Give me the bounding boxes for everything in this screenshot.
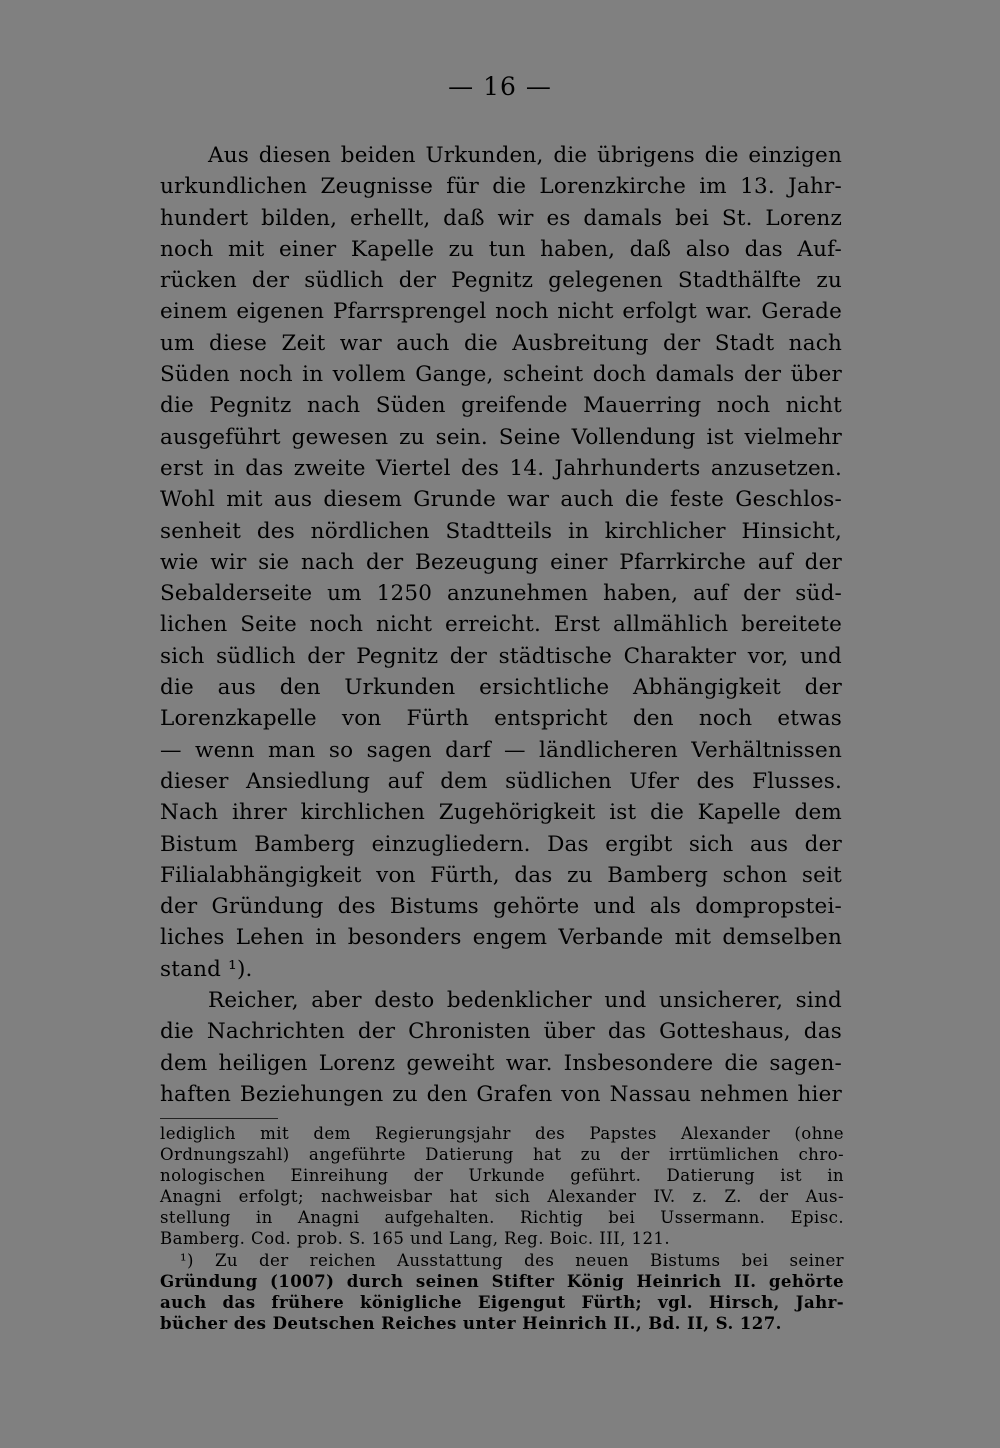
text-line: urkundlichen Zeugnisse für die Lorenzkirche im 13. Jahr- — [160, 174, 842, 200]
text-line: wie wir sie nach der Bezeugung einer Pfarrkirche auf der — [160, 549, 842, 575]
footnote-line: ¹) Zu der reichen Ausstattung des neuen Bistums bei seiner — [180, 1250, 844, 1270]
footnote-line: lediglich mit dem Regierungsjahr des Papstes Alexander (ohne — [160, 1124, 844, 1143]
text-line: senheit des nördlichen Stadtteils in kirchlicher Hinsicht, — [160, 518, 842, 544]
footnote-line: Ordnungszahl) angeführte Datierung hat zu der irrtümlichen chro- — [160, 1145, 844, 1165]
footnote-line: Bamberg. Cod. prob. S. 165 und Lang, Reg. Boic. III, 121. — [160, 1229, 671, 1249]
text-line: rücken der südlich der Pegnitz gelegenen Stadthälfte zu — [160, 268, 842, 294]
text-line: sich südlich der Pegnitz der städtische Charakter vor, und — [160, 643, 842, 669]
text-line: dem heiligen Lorenz geweiht war. Insbesondere die sagen- — [160, 1050, 842, 1076]
text-line: lichen Seite noch nicht erreicht. Erst allmählich bereitete — [160, 612, 842, 638]
text-line: einem eigenen Pfarrsprengel noch nicht erfolgt war. Gerade — [160, 299, 842, 325]
text-line: Filialabhängigkeit von Fürth, das zu Bamberg schon seit — [160, 862, 842, 888]
footnote-line: Gründung (1007) durch seinen Stifter König Heinrich II. gehörte — [160, 1270, 844, 1291]
text-line: ausgeführt gewesen zu sein. Seine Vollendung ist vielmehr — [160, 424, 842, 450]
text-line: hundert bilden, erhellt, daß wir es damals bei St. Lorenz — [160, 205, 842, 231]
footnotes — [160, 1123, 844, 1334]
footnote-line: Anagni erfolgt; nachweisbar hat sich Alexander IV. z. Z. der Aus- — [160, 1187, 844, 1207]
text-line: die Pegnitz nach Süden greifende Mauerring noch nicht — [160, 393, 842, 419]
text-line: die Nachrichten der Chronisten über das Gotteshaus, das — [160, 1019, 842, 1045]
text-line: Nach ihrer kirchlichen Zugehörigkeit ist die Kapelle dem — [160, 800, 842, 826]
footnote-divider — [160, 1118, 278, 1119]
text-line: haften Beziehungen zu den Grafen von Nassau nehmen hier — [160, 1081, 842, 1107]
main-text — [160, 140, 842, 1110]
footnote-line: stellung in Anagni aufgehalten. Richtig bei Ussermann. Episc. — [160, 1208, 844, 1228]
text-line: Sebalderseite um 1250 anzunehmen haben, auf der süd- — [160, 581, 842, 607]
footnote-line: bücher des Deutschen Reiches unter Heinrich II., Bd. II, S. 127. — [160, 1312, 782, 1333]
footnote-line: auch das frühere königliche Eigengut Fürth; vgl. Hirsch, Jahr- — [160, 1291, 844, 1312]
text-line: Süden noch in vollem Gange, scheint doch damals der über — [160, 362, 842, 388]
text-line: liches Lehen in besonders engem Verbande mit demselben — [160, 925, 842, 951]
text-line: — wenn man so sagen darf — ländlicheren Verhältnissen — [160, 737, 842, 763]
page-number: — 16 — — [448, 72, 552, 101]
text-line: Lorenzkapelle von Fürth entspricht den noch etwas — [160, 706, 842, 732]
text-line: Wohl mit aus diesem Grunde war auch die feste Geschlos- — [160, 487, 842, 513]
text-line: um diese Zeit war auch die Ausbreitung der Stadt nach — [160, 330, 842, 356]
text-line: die aus den Urkunden ersichtliche Abhängigkeit der — [160, 675, 842, 701]
text-line: noch mit einer Kapelle zu tun haben, daß also das Auf- — [160, 236, 842, 262]
footnote-line: nologischen Einreihung der Urkunde geführt. Datierung ist in — [160, 1166, 844, 1186]
text-line: der Gründung des Bistums gehörte und als dompropstei- — [160, 894, 842, 920]
text-line: erst in das zweite Viertel des 14. Jahrhunderts anzusetzen. — [160, 455, 842, 481]
text-line: stand ¹). — [160, 956, 253, 982]
text-line: Bistum Bamberg einzugliedern. Das ergibt sich aus der — [160, 831, 842, 857]
text-line: Reicher, aber desto bedenklicher und unsicherer, sind — [208, 988, 842, 1014]
text-line: Aus diesen beiden Urkunden, die übrigens die einzigen — [208, 143, 842, 168]
text-line: dieser Ansiedlung auf dem südlichen Ufer des Flusses. — [160, 768, 842, 794]
